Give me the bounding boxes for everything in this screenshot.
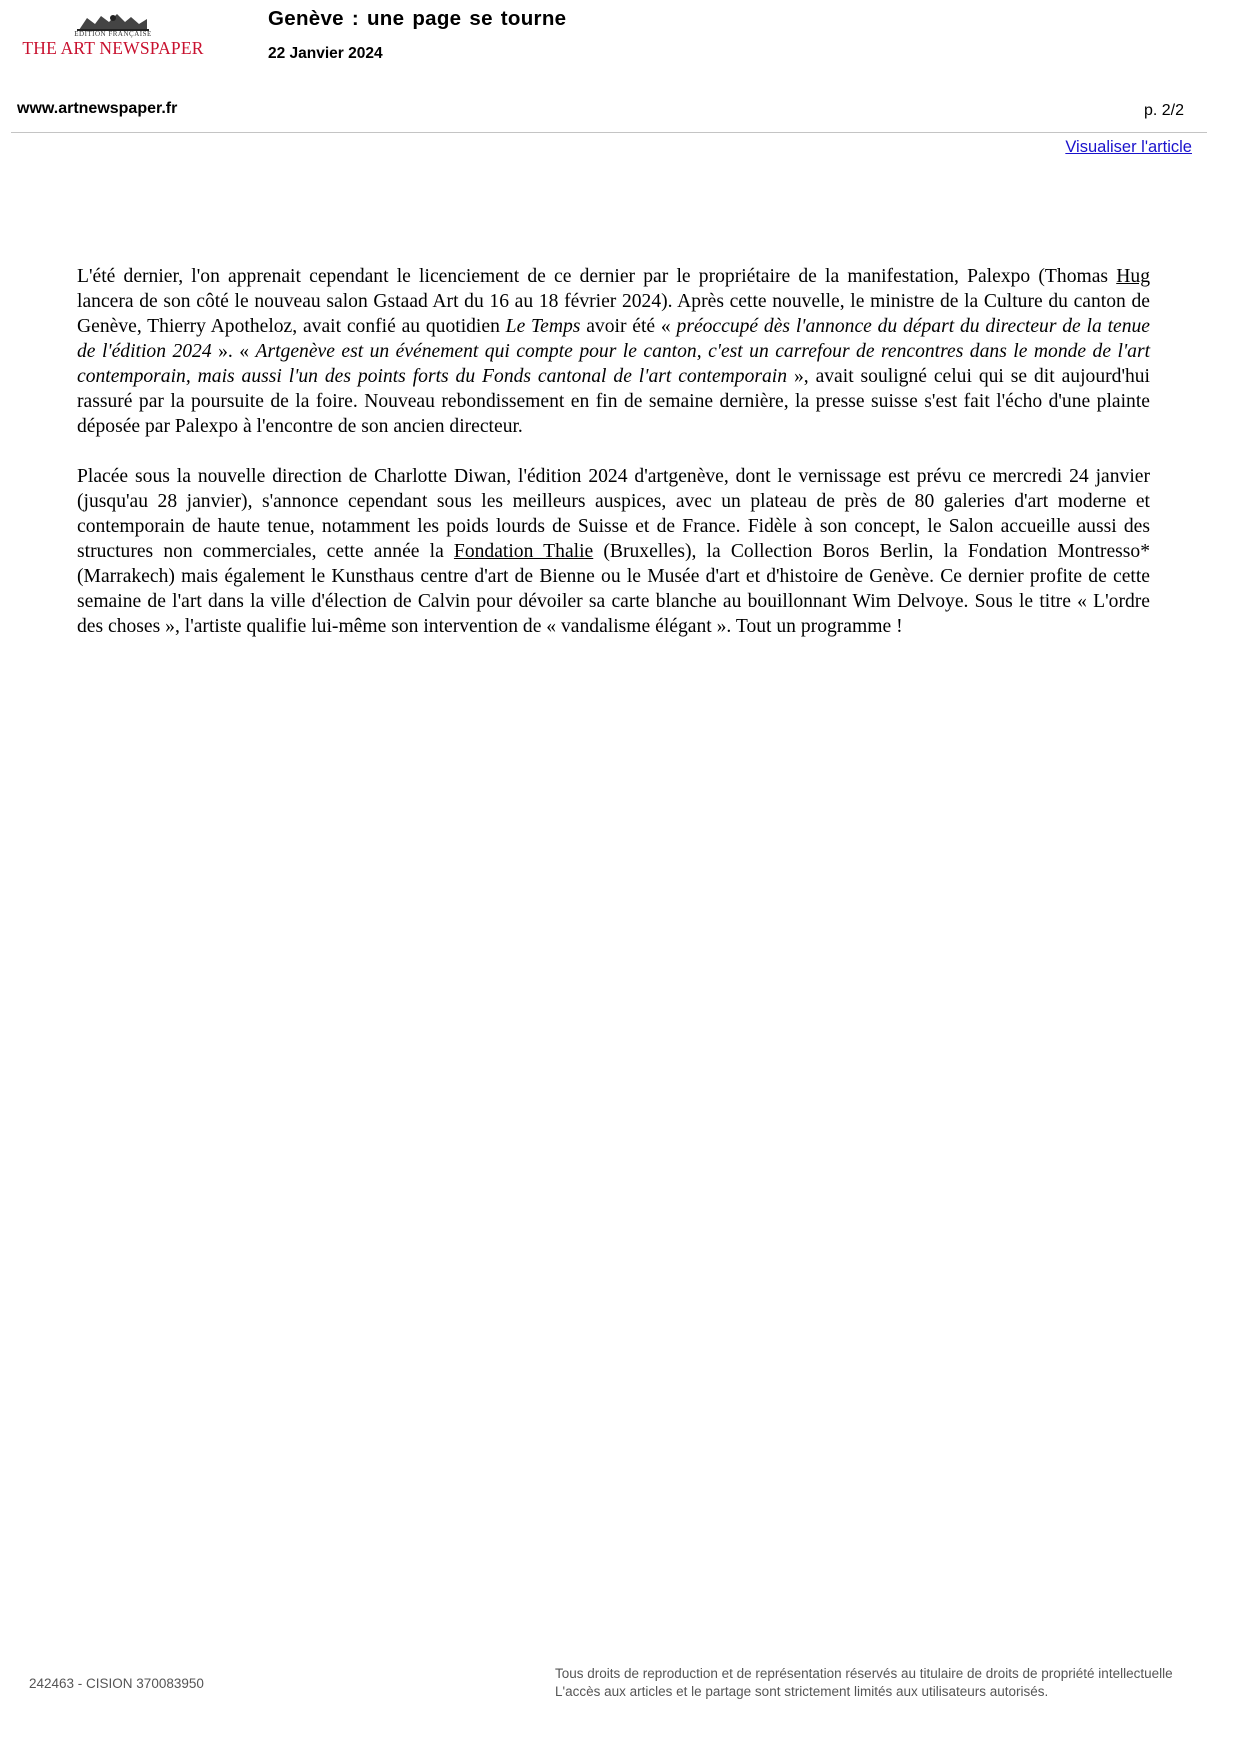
text-segment: ». « <box>211 341 256 362</box>
link-hug[interactable]: Hug <box>1116 266 1150 287</box>
header-divider <box>11 132 1207 133</box>
publication-logo <box>18 10 208 58</box>
text-segment: Placée sous la nouvelle direction de Charlotte Diwan, l'édition 2024 d'artgenève, dont le vernissage est prévu ce mercredi 24 janvier (jusqu'au 28 janvier), s'annonce cependant sous les meilleurs auspices, avec un plateau de près de 80 galeries d'art moderne et contemporain de haute tenue, notamment les poids lourds de Suisse et de France. Fidèle à son concept, le Salon accueille aussi des structures non commerciales, cette année la <box>77 466 1150 562</box>
rights-line-1: Tous droits de reproduction et de représentation réservés au titulaire de droits de propriété intellectuelle <box>555 1666 1173 1681</box>
italic-quote-1: préoccupé dès l'annonce du départ du directeur de la tenue de l'édition 2024 <box>77 316 1150 362</box>
source-site: www.artnewspaper.fr <box>17 100 178 117</box>
logo-wordmark: THE ART NEWSPAPER <box>22 38 204 58</box>
article-body <box>77 264 1150 664</box>
view-article-link[interactable]: Visualiser l'article <box>1065 138 1192 156</box>
text-segment: L'été dernier, l'on apprenait cependant le licenciement de ce dernier par le propriétaire de la manifestation, Palexpo (Thomas <box>77 266 1117 287</box>
logo-edition-label: EDITION FRANÇAISE <box>74 30 152 38</box>
italic-newspaper-name: Le Temps <box>505 316 581 337</box>
paragraph-1 <box>77 264 1150 439</box>
link-fondation-thalie[interactable]: Fondation Thalie <box>453 541 594 562</box>
article-title: Genève : une page se tourne <box>268 7 567 30</box>
footer-rights <box>555 1665 1173 1701</box>
text-segment: avoir été « <box>580 316 677 337</box>
text-segment: (Bruxelles), la Collection Boros Berlin, la Fondation Montresso* (Marrakech) mais également le Kunsthaus centre d'art de Bienne ou le Musée d'art et d'histoire de Genève. Ce dernier profite de cette semaine de l'art dans la ville d'élection de Calvin pour dévoiler sa carte blanche au bouillonnant Wim Delvoye. Sous le titre « L'ordre des choses », l'artiste qualifie lui-même son intervention de « vandalisme élégant ». Tout un programme ! <box>77 541 1150 637</box>
paragraph-2 <box>77 464 1150 639</box>
logo-emblem-icon <box>73 10 153 32</box>
rights-line-2: L'accès aux articles et le partage sont strictement limités aux utilisateurs autorisés. <box>555 1684 1049 1699</box>
text-segment: lancera de son côté le nouveau salon Gstaad Art du 16 au 18 février 2024). Après cette nouvelle, le ministre de la Culture du canton de Genève, Thierry Apotheloz, avait confié au quotidien <box>77 291 1150 337</box>
text-segment: », avait souligné celui qui se dit aujourd'hui rassuré par la poursuite de la foire. Nouveau rebondissement en fin de semaine dernière, la presse suisse s'est fait l'écho d'une plainte déposée par Palexpo à l'encontre de son ancien directeur. <box>77 366 1151 437</box>
page-number: p. 2/2 <box>1143 102 1184 119</box>
article-date: 22 Janvier 2024 <box>268 45 383 62</box>
italic-quote-2: Artgenève est un événement qui compte pour le canton, c'est un carrefour de rencontres dans le monde de l'art contemporain, mais aussi l'un des points forts du Fonds cantonal de l'art contemporain <box>77 341 1151 387</box>
footer-reference: 242463 - CISION 370083950 <box>29 1676 204 1691</box>
